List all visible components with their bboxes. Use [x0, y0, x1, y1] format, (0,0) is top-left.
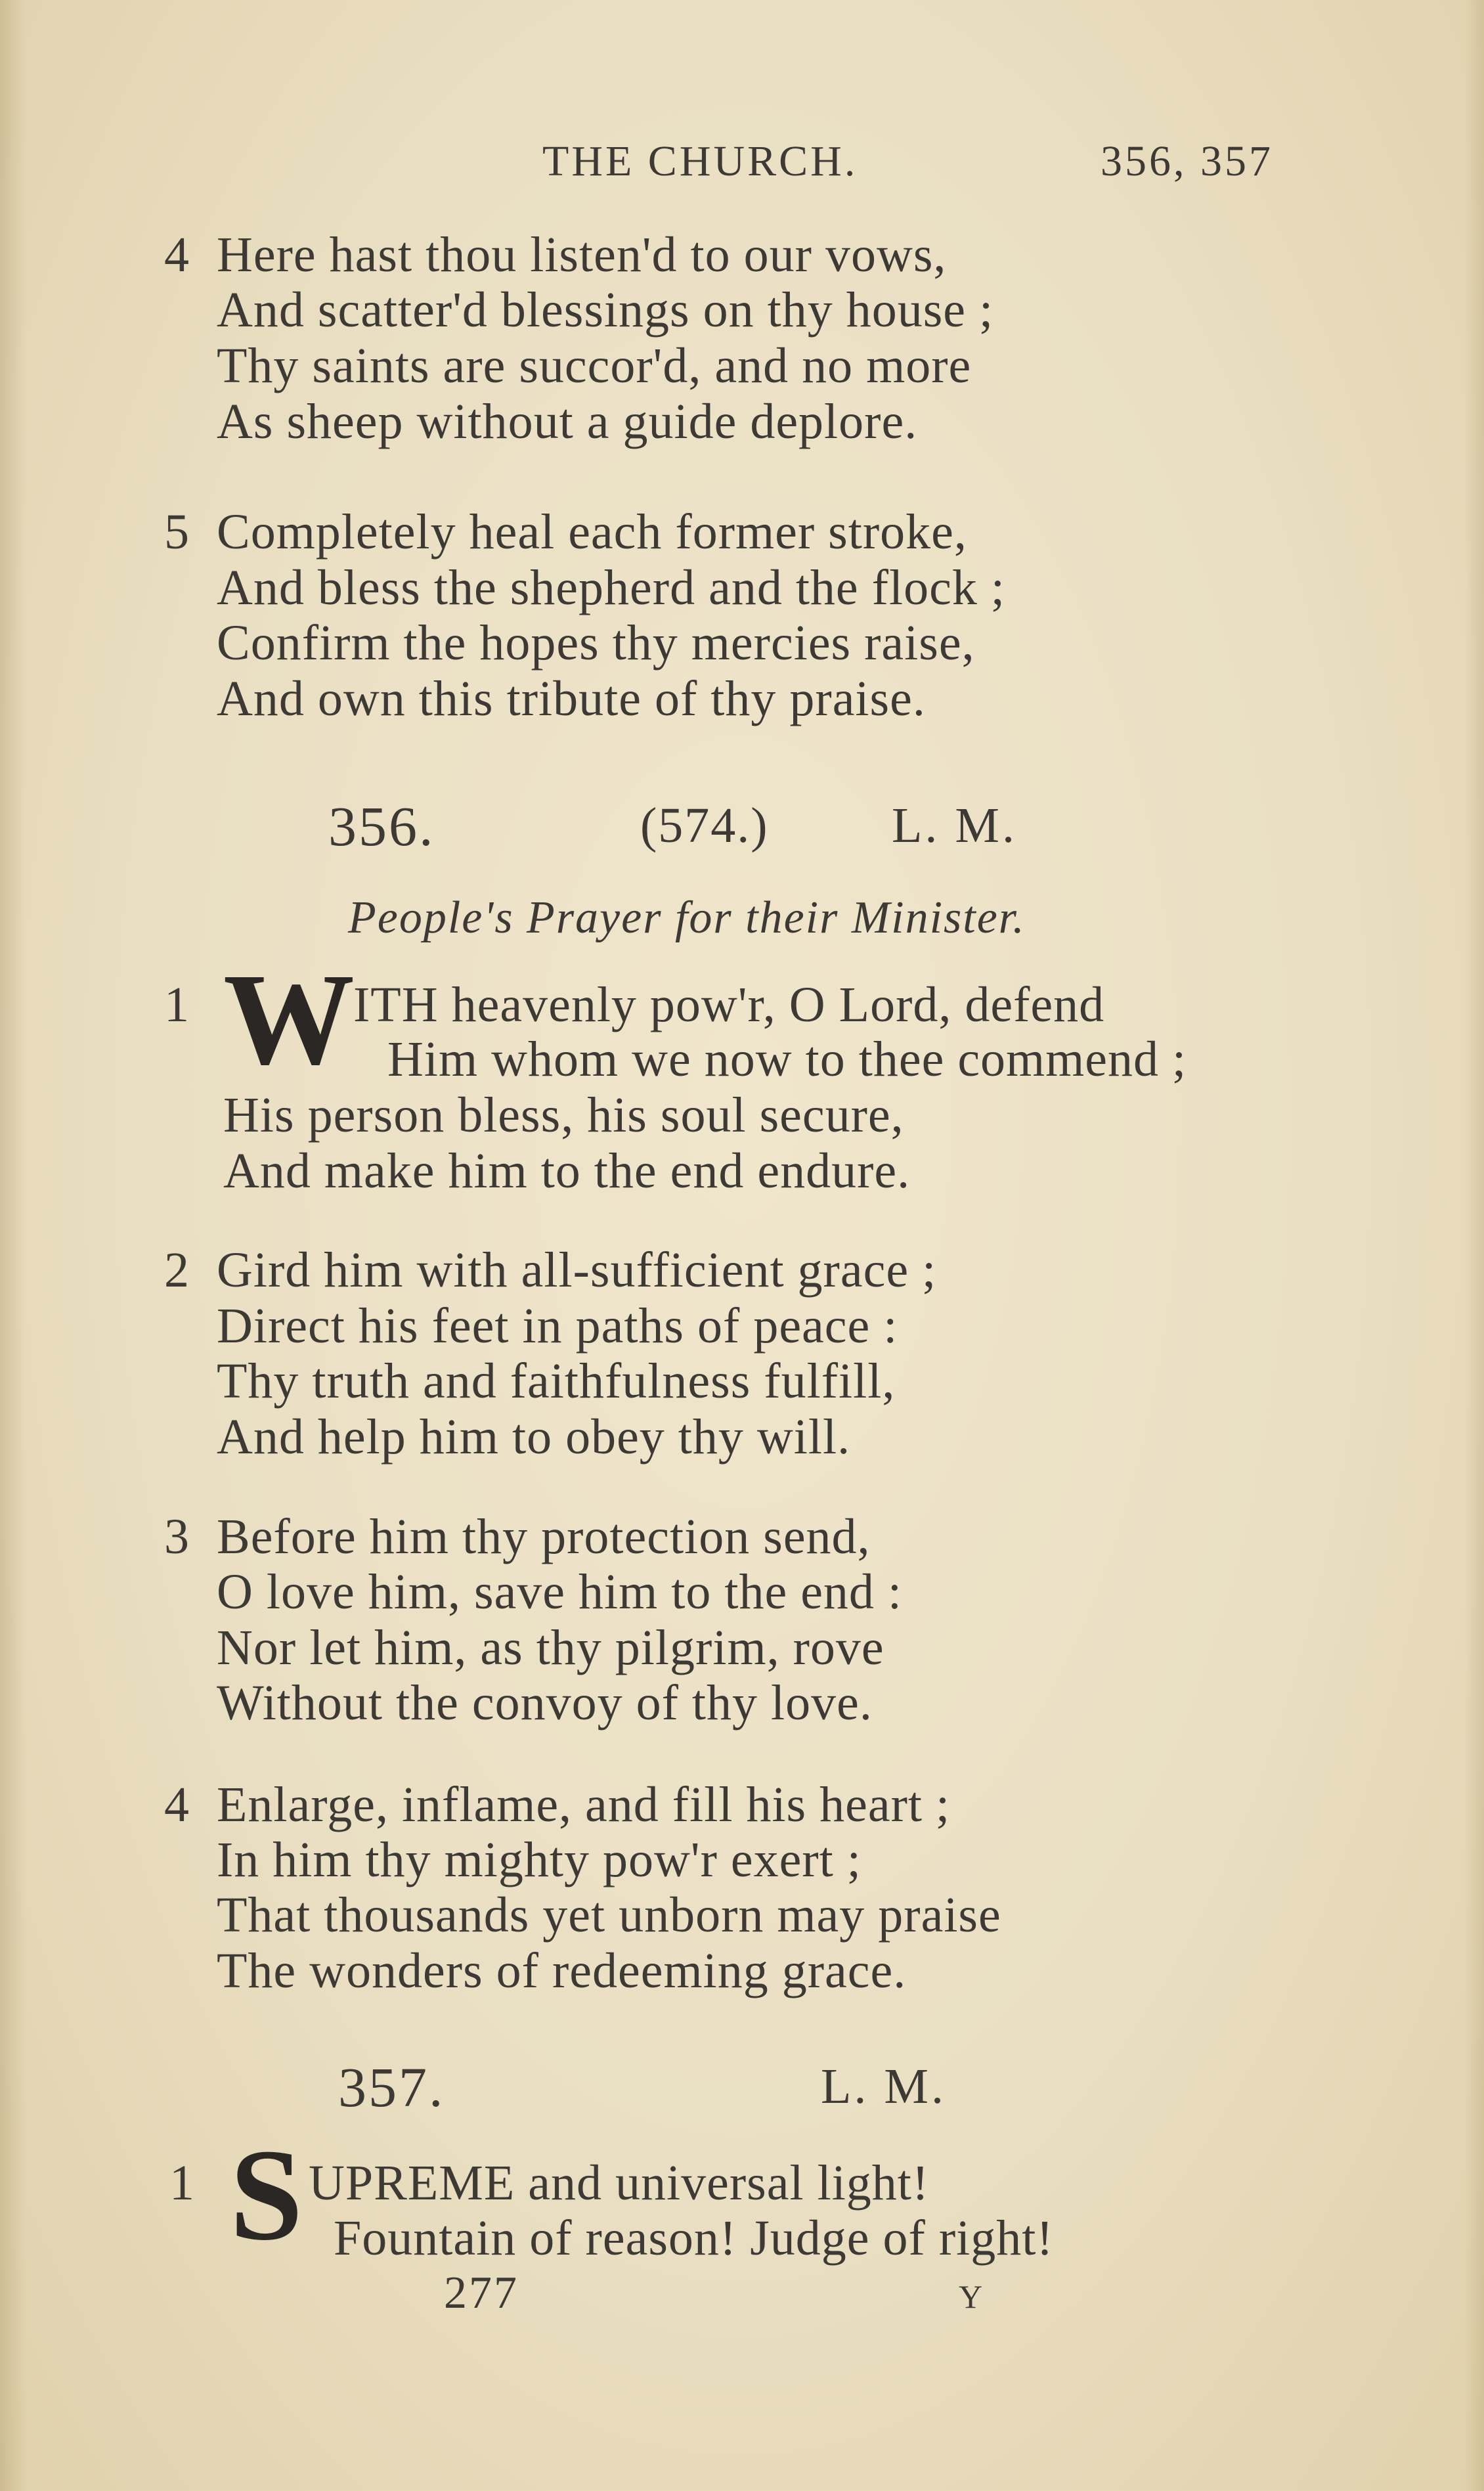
stanza-number: 4: [164, 227, 189, 282]
verse-line: Thy saints are succor'd, and no more: [217, 338, 972, 393]
stanza-number: 5: [164, 504, 189, 560]
hymn-number: 356.: [328, 795, 435, 858]
page-edge-shadow-right: [1464, 0, 1484, 2491]
verse-line: That thousands yet unborn may praise: [217, 1887, 1001, 1943]
page-number: 277: [444, 2268, 519, 2318]
verse-line: Before him thy protection send,: [217, 1509, 871, 1564]
hymn-title: People's Prayer for their Minister.: [348, 893, 1026, 943]
stanza-number: 2: [164, 1243, 189, 1298]
stanza-number: 4: [164, 1777, 189, 1832]
stanza-number: 1: [169, 2155, 194, 2211]
verse-line: His person bless, his soul secure,: [223, 1088, 904, 1143]
verse-line: And bless the shepherd and the flock ;: [217, 560, 1005, 615]
hymn-meter: L. M.: [892, 798, 1017, 853]
hymn-range: 356, 357: [1101, 137, 1273, 185]
verse-line: O love him, save him to the end :: [217, 1564, 903, 1620]
verse-line: Here hast thou listen'd to our vows,: [217, 227, 947, 282]
verse-line: Gird him with all-sufficient grace ;: [217, 1243, 937, 1298]
stanza-number: 3: [164, 1509, 189, 1564]
drop-cap: S: [230, 2123, 303, 2268]
verse-line: Nor let him, as thy pilgrim, rove: [217, 1620, 884, 1675]
verse-line: And make him to the end endure.: [223, 1143, 911, 1199]
hymn-reference: (574.): [640, 798, 769, 853]
verse-line: Confirm the hopes thy mercies raise,: [217, 615, 975, 671]
verse-line: And own this tribute of thy praise.: [217, 671, 926, 726]
verse-line: In him thy mighty pow'r exert ;: [217, 1832, 862, 1887]
verse-line: Enlarge, inflame, and fill his heart ;: [217, 1777, 951, 1832]
verse-line: As sheep without a guide deplore.: [217, 394, 918, 449]
stanza-number: 1: [164, 977, 189, 1032]
running-title: THE CHURCH.: [542, 137, 858, 185]
verse-line: Fountain of reason! Judge of right!: [334, 2211, 1054, 2266]
verse-line: And help him to obey thy will.: [217, 1409, 851, 1465]
page-edge-shadow-left: [0, 0, 26, 2491]
verse-line: Direct his feet in paths of peace :: [217, 1298, 898, 1354]
hymn-number: 357.: [338, 2056, 445, 2119]
signature-mark: Y: [959, 2278, 984, 2315]
verse-line: Thy truth and faithfulness fulfill,: [217, 1354, 896, 1409]
verse-line: The wonders of redeeming grace.: [217, 1943, 907, 1998]
verse-line: ITH heavenly pow'r, O Lord, defend: [353, 977, 1105, 1032]
verse-line: UPREME and universal light!: [309, 2155, 930, 2211]
verse-line: Him whom we now to thee commend ;: [387, 1032, 1187, 1087]
hymn-meter: L. M.: [821, 2059, 946, 2114]
verse-line: Completely heal each former stroke,: [217, 504, 967, 560]
drop-cap: W: [223, 947, 355, 1092]
verse-line: Without the convoy of thy love.: [217, 1675, 873, 1730]
verse-line: And scatter'd blessings on thy house ;: [217, 282, 994, 338]
